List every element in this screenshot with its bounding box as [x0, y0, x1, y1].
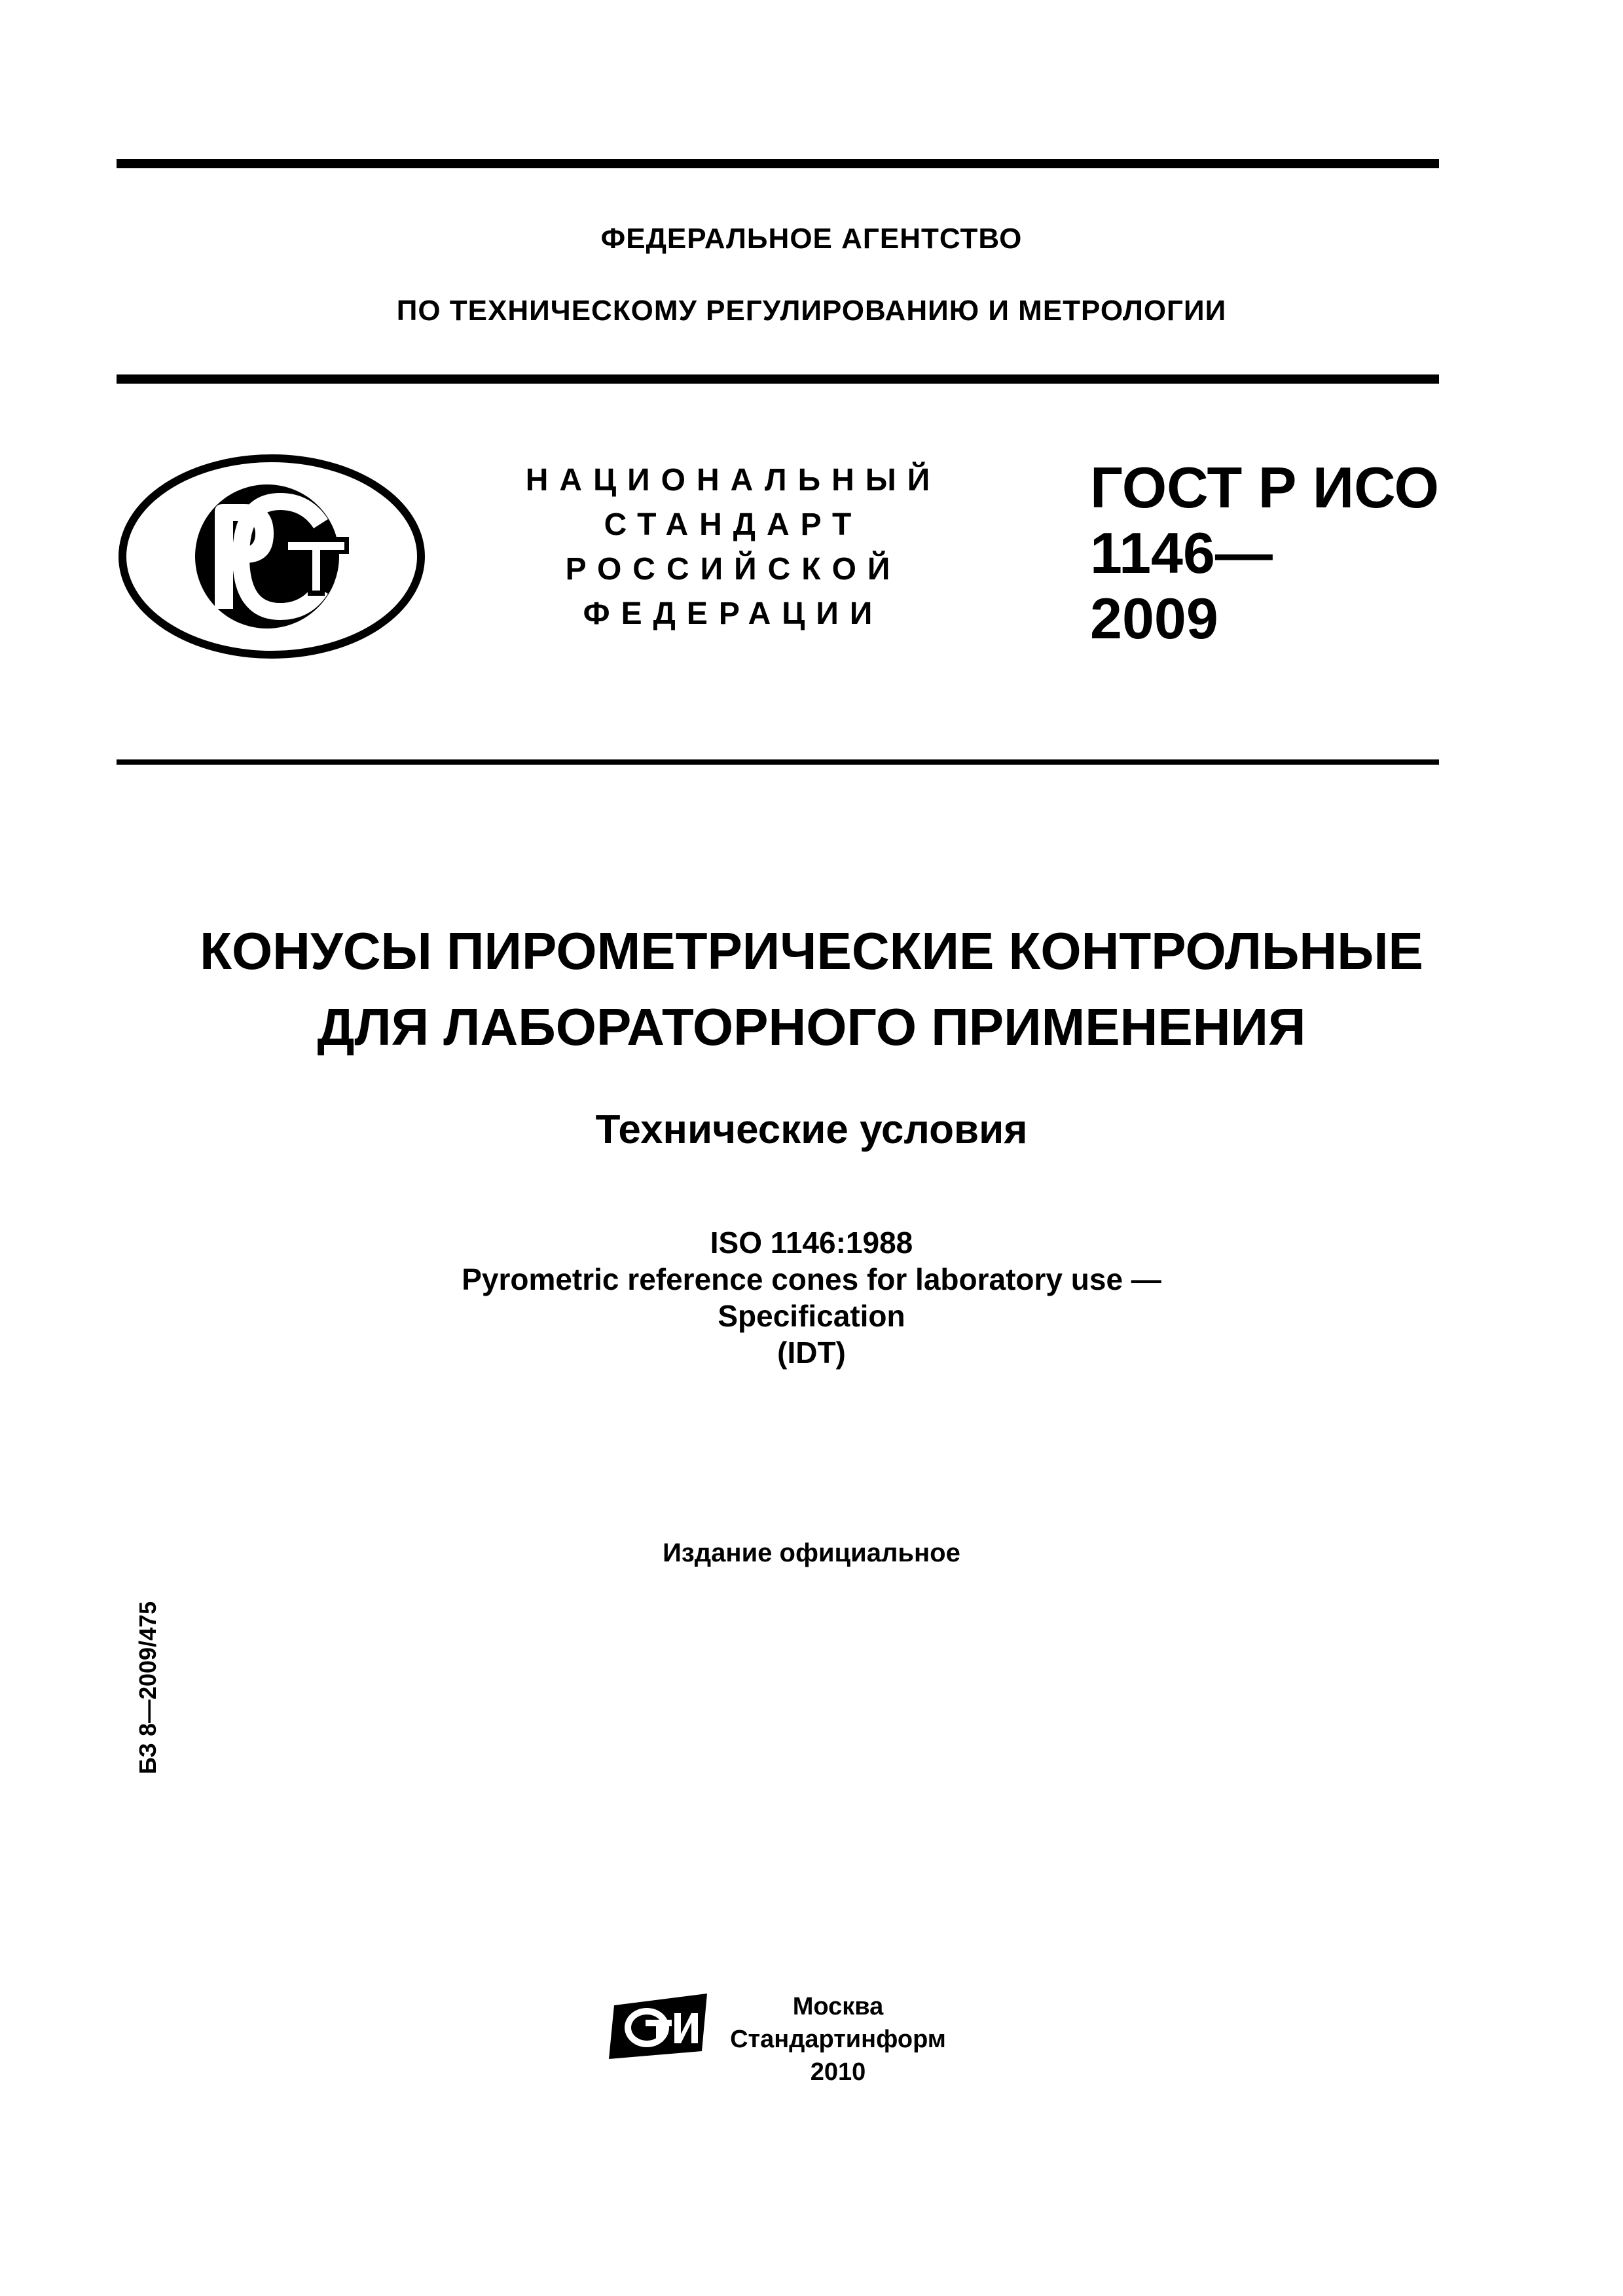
title-line-2: ДЛЯ ЛАБОРАТОРНОГО ПРИМЕНЕНИЯ	[317, 998, 1306, 1056]
standartinform-logo-icon	[609, 1994, 707, 2059]
title-rule	[117, 759, 1439, 765]
designation-line: 2009	[1090, 586, 1218, 651]
standard-designation	[1090, 455, 1457, 651]
document-subtitle: Технические условия	[595, 1107, 1028, 1152]
top-rule	[117, 159, 1439, 168]
header-rule	[117, 374, 1439, 384]
iso-reference	[0, 1224, 1623, 1371]
standard-type-line: ФЕДЕРАЦИИ	[583, 596, 884, 631]
iso-reference-line: Pyrometric reference cones for laboratory use —	[462, 1262, 1161, 1296]
iso-reference-line: ISO 1146:1988	[710, 1226, 913, 1260]
agency-line-2: ПО ТЕХНИЧЕСКОМУ РЕГУЛИРОВАНИЮ И МЕТРОЛОГИИ	[396, 295, 1227, 327]
document-title	[0, 913, 1623, 1065]
publisher-year: 2010	[810, 2058, 866, 2086]
iso-reference-line: Specification	[718, 1299, 905, 1333]
standard-type-block	[498, 458, 969, 636]
standard-type-line: РОССИЙСКОЙ	[565, 552, 902, 587]
publisher-name: Стандартинформ	[730, 2026, 946, 2053]
rst-certification-mark-icon	[117, 452, 428, 661]
publisher-block	[727, 1990, 949, 2088]
iso-reference-line: (IDT)	[777, 1336, 846, 1370]
standard-type-line: СТАНДАРТ	[604, 507, 863, 542]
publisher-city: Москва	[792, 1993, 884, 2020]
designation-line: ГОСТ Р ИСО	[1090, 455, 1439, 520]
agency-line-1: ФЕДЕРАЛЬНОЕ АГЕНТСТВО	[600, 223, 1023, 255]
designation-line: 1146—	[1090, 520, 1273, 585]
title-line-1: КОНУСЫ ПИРОМЕТРИЧЕСКИЕ КОНТРОЛЬНЫЕ	[200, 922, 1423, 980]
edition-label: Издание официальное	[663, 1539, 960, 1567]
side-code: БЗ 8—2009/475	[134, 1601, 161, 1774]
standard-type-line: НАЦИОНАЛЬНЫЙ	[525, 463, 941, 498]
